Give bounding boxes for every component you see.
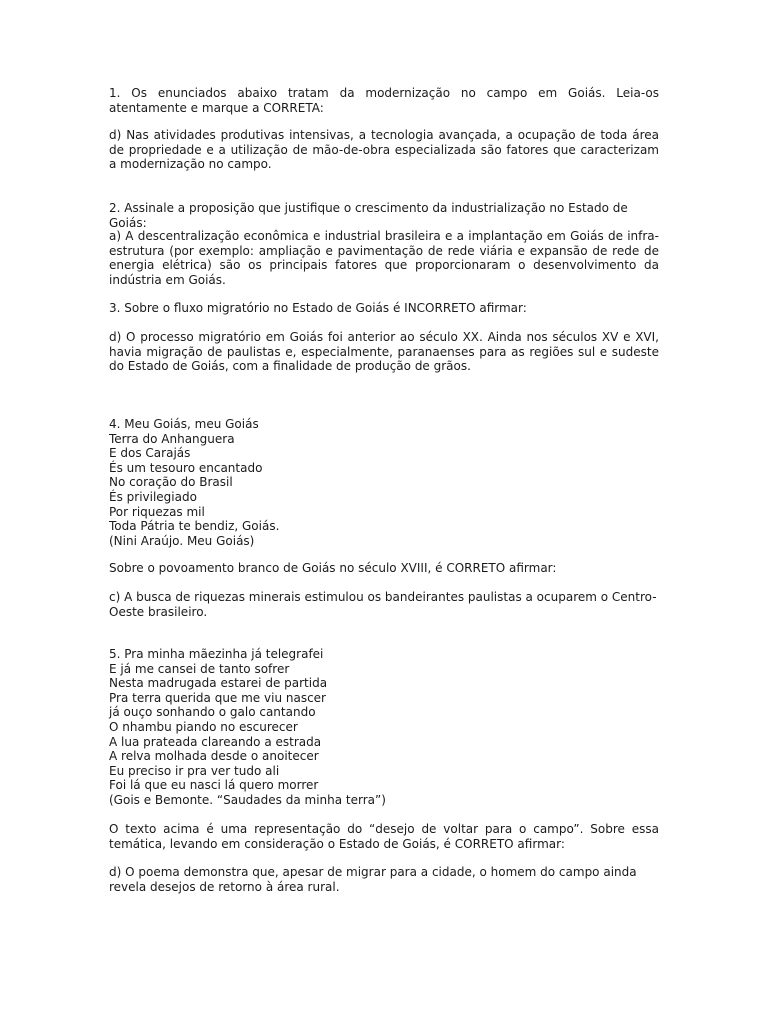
q4-poem	[109, 417, 659, 548]
q5-poem	[109, 647, 659, 808]
poem-line: 4. Meu Goiás, meu Goiás	[109, 417, 259, 431]
poem-line: És privilegiado	[109, 489, 197, 504]
q1-question: 1. Os enunciados abaixo tratam da modernização no campo em Goiás. Leia-os atentamente e marque a CORRETA:	[109, 86, 659, 115]
poem-line: E dos Carajás	[109, 446, 191, 461]
poem-line: No coração do Brasil	[109, 475, 233, 490]
poem-line: A lua prateada clareando a estrada	[109, 734, 322, 749]
poem-line: Foi lá que eu nasci lá quero morrer	[109, 778, 319, 793]
q4-question: Sobre o povoamento branco de Goiás no século XVIII, é CORRETO afirmar:	[109, 561, 557, 575]
poem-line: Terra do Anhanguera	[109, 431, 235, 446]
q2-question: 2. Assinale a proposição que justifique o crescimento da industrialização no Estado de Goiás:	[109, 201, 628, 230]
q2-answer: a) A descentralização econômica e industrial brasileira e a implantação em Goiás de infra-estrutura (por exemplo: ampliação e pavimentação de rede viária e expansão de rede de energia elétrica) são os principais fatores que proporcionaram o desenvolvimento da indústria em Goiás.	[109, 229, 659, 287]
poem-line: já ouço sonhando o galo cantando	[109, 705, 316, 720]
poem-line: E já me cansei de tanto sofrer	[109, 661, 290, 676]
q5-answer: d) O poema demonstra que, apesar de migrar para a cidade, o homem do campo ainda revela desejos de retorno à área rural.	[109, 865, 637, 894]
poem-citation: (Gois e Bemonte. “Saudades da minha terra”)	[109, 792, 386, 807]
poem-line: Eu preciso ir pra ver tudo ali	[109, 763, 280, 778]
q3-answer: d) O processo migratório em Goiás foi anterior ao século XX. Ainda nos séculos XV e XVI, havia migração de paulistas e, especialmente, paranaenses para as regiões sul e sudeste do Estado de Goiás, com a finalidade de produção de grãos.	[109, 330, 659, 374]
poem-line: És um tesouro encantado	[109, 460, 263, 475]
poem-line: Pra terra querida que me viu nascer	[109, 690, 326, 705]
poem-line: 5. Pra minha mãezinha já telegrafei	[109, 647, 324, 661]
poem-line: Nesta madrugada estarei de partida	[109, 676, 328, 691]
q3-question: 3. Sobre o fluxo migratório no Estado de Goiás é INCORRETO afirmar:	[109, 301, 527, 315]
poem-line: Por riquezas mil	[109, 504, 205, 519]
q1-answer: d) Nas atividades produtivas intensivas, a tecnologia avançada, a ocupação de toda área de propriedade e a utilização de mão-de-obra especializada são fatores que caracterizam a modernização no campo.	[109, 128, 659, 172]
poem-line: Toda Pátria te bendiz, Goiás.	[109, 519, 280, 534]
poem-citation: (Nini Araújo. Meu Goiás)	[109, 533, 255, 548]
q5-question: O texto acima é uma representação do “desejo de voltar para o campo”. Sobre essa temática, levando em consideração o Estado de Goiás, é CORRETO afirmar:	[109, 822, 659, 851]
q4-answer: c) A busca de riquezas minerais estimulou os bandeirantes paulistas a ocuparem o Centro-Oeste brasileiro.	[109, 590, 657, 619]
poem-line: O nhambu piando no escurecer	[109, 719, 298, 734]
poem-line: A relva molhada desde o anoitecer	[109, 749, 319, 764]
